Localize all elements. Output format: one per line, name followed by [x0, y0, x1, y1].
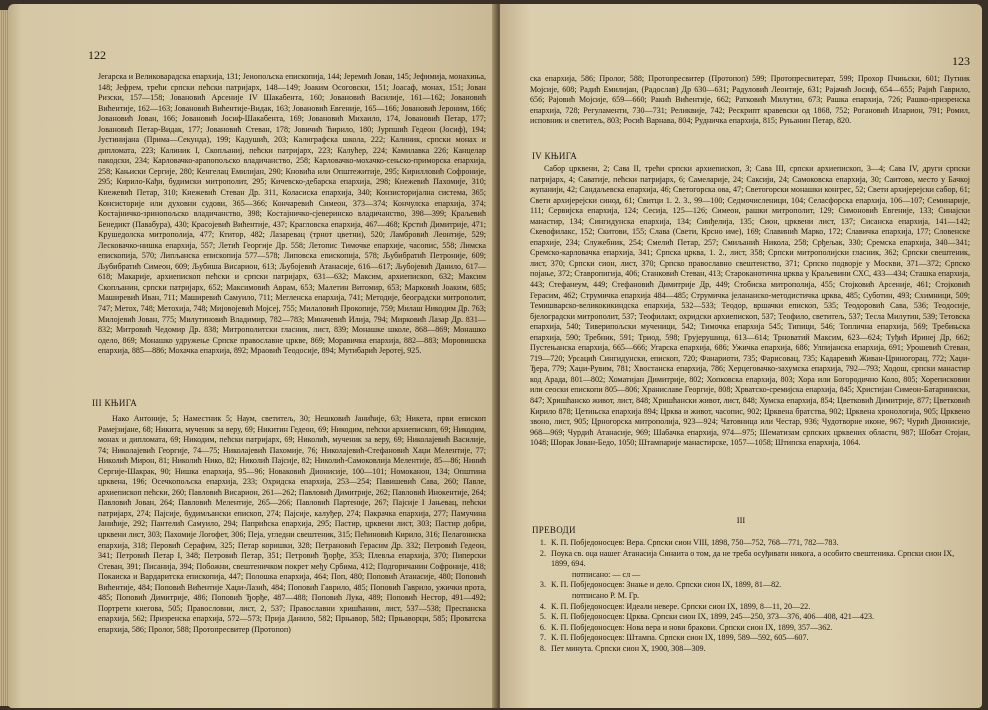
- right-page: [500, 4, 982, 708]
- section-heading: ПРЕВОДИ: [532, 525, 576, 535]
- list-item: 7. К. П. Побједоносцев: Штампа. Српски сион IX, 1899, 589—592, 605—607.: [539, 633, 809, 643]
- page-number: 123: [952, 54, 970, 68]
- list-item: 3. К. П. Побједоносцев: Знање и дело. Српски сион IX, 1899, 81—82. потписано Р. М. Гр.: [539, 580, 782, 600]
- list-item: 1. К. П. Побједоносцев: Вера. Српски сион VIII, 1898, 750—752, 768—771, 782—783.: [539, 538, 839, 547]
- page-number: 122: [88, 48, 106, 62]
- translations-list: [530, 538, 970, 655]
- list-item: 4. К. П. Побједоносцев: Идеали невере. Српски сион IX, 1899, 8—11, 20—22.: [539, 601, 811, 611]
- index-paragraph: Сабор црквени, 2; Сава II, трећи српски архиепископ, 3; Сава III, српски архиепископ, 3—4; Сава IV, други српски патријарх, 4; Саватије, пећски патријарх, 6; Самеларије, 24; Саксији, 24; Самоковска епархија, 30; Саитово, место у Бачкој жупанији, 42; Сандаљевска епархија, 46; Светогорска ова, 47; Светогорски монашки конгрес, 52; Свети архијерејски сабор, 61; Свети архијерејски синод, 61; Свитци 1. 2. 3., 99—100; Седмочисленици, 104; Селасфорска епархија, 106—107; Семинарије, 111; Сервијска епархија, 124; Сесија, 125—126; Симеон, рашки митрополит, 129; Симоновић Евгеније, 133; Синајски манастир, 134; Сингидунска епархија, 134; Синђелија, 135; Сион, црквени лист, 137; Сисанска епархија, 141—142; Скевофилакс, 152; Скитови, 155; Слава (Свети, Крсно име), 169; Славинић Марко, 172; Славичка епархија, 177; Словенске епархије, 234; Служебник, 254; Смелић Петар, 257; Смиљанић Никола, 258; Срђељак, 330; Сремска епархија, 340—341; Сремско-карловачка епархија, 341; Српска црква, 1. 2., лист, 358; Српски митрополијски гласник, 362; Српски свештеник, лист, 370; Српски сион, лист, 370; Српско православно свештенство, 371; Српско подворје у Москви, 371—372; Српско појање, 372; Ставропигија, 406; Станковић Стеван, 413; Староканотична црква у Краљевини СХС, 433—434; Сташка епархија, 443; Стефанеум, 449; Стефановић Димитрије Др, 449; Стобиска митрополија, 455; Стојковић Арсеније, 461; Стојковић Герасим, 462; Струмичка епархија 484—485; Струмичка јелананско-методистичка црква, 485; Суботин, 493; Схимници, 509; Темишварско-великокикиндска епархија, 532—533; Теодор, вршачки епископ, 535; Теодоровић Сава, 536; Теодосије, бјелоградски митрополит, 537; Теофилакт, охридски архиепископ, 537; Теофило, светитељ, 537; Тесла Милутин, 539; Тетовска епархија, 540; Тиверипољски мученици, 542; Тимочка епархија 545; Типици, 546; Топлична епархија, 569; Требињска епархија, 590; Требник, 591; Триод, 598; Грујерушица, 613—614; Трноватий Максим, 623—624; Туђић Иринеј Др, 662; Пустењанска епархија, 665—666; Угарска епархија, 686; Ужичка епархија, 686; Улпијанска епархија, 691; Урошевић Стеван, 719—720; Урсацић Сингидунски, епископ, 720; Фанариоти, 735; Фарисовац, 735; Кадаревић Живан-Цриногорац, 772; Хаџи-Ђера, 779; Хаџи-Рувим, 781; Хвостанска епархија, 786; Херцеговачко-захумска епархија, 792—793; Ходош, српски манастир код Арада, 801—802; Хоматијан Димитрије, 802; Хопковска епархија, 803; Хора или Богородично Коло, 805; Хореписковии или сеоски епископи 805—806; Храниславе Георгије, 808; Хрватско-сремијска епархија, 845; Христијан Симеон-Батариниски, 847; Хришћанско живот, лист, 848; Хришћански живот, лист, 848; Хумска епархија, 854; Цветковић Димитрије, 877; Цветковић Кирило 878; Цетињска епархија 894; Црква и живот, часопис, 902; Црквена братства, 902; Црквена хронологија, 905; Црквено звоно, лист, 905; Црногорска митрополија, 923—924; Чатовница или Честар, 936; Чудотворне иконе, 967; Чурић Дионисије, 968—969; Чурдић Атанасије, 969; Шабачка епархија, 974—975; Шематизам српских црквених областн, 987; Шобат Стојан, 1048; Шорак Јован-Бедо, 1050; Штампарије манастирске, 1057—1058; Штипска епархија, 1064.: [530, 164, 970, 448]
- list-item: 6. К. П. Побједоносцев: Нова вера и нови бракови. Српски сион IX, 1899, 357—362.: [539, 622, 833, 632]
- index-paragraph: Нако Антоније, 5; Наместник 5; Наум, светитељ, 30; Нешковић Јанићије, 63; Никета, први епископ Рамејзијане, 68; Никита, мученик за веру, 69; Никитин Гедеон, 69; Никодим, пећски архиепископ, 69; Никодим, монах и дипломата, 69; Никодим, пећски патријарх, 69; Николић, мученик за веру, 69; Николајевић Василије, 74; Николајевић Георгије, 74—75; Николајевић Пахомије, 76; Николајевић-Стефановић Хаџи Мелентије, 77; Николић Мирон, 81; Николић Нико, 82; Николић Пајсије, 82; Николић-Самоковлија Мелентије, 85—86; Нинић Сергије-Шакрак, 90; Нишка епархија, 95—96; Новаковић Дионисије, 100—101; Номоканон, 134; Општина црквена, 196; Осечкопољска епархија, 233; Охридска епархија, 253—254; Павишевић Сава, 260; Павле, архиепископ пећски, 260; Павловић Висарион, 261—262; Павловић Димитрије, 262; Павловић Инокентије, 264; Павловић Јован, 264; Павловић Мелентије, 265—266; Павловић Партеније, 267; Пајсије I Јањевац, пећски патријарх, 274; Пајсије, будимљански епископ, 274; Пајсије, калуђер, 274; Пакрачка епархија, 277; Памучина Јанићије, 292; Пантелић Самуило, 294; Паприћска епархија, 295; Пастир, црквени лист, 303; Пастир добри, црквени лист, 303; Пахомије Логофет, 306; Пеја, угледни свештеник, 315; Пећиновић Кирило, 316; Пелагониска епархија, 318; Перовић Серафим, 325; Петар коришки, 328; Петрановић Герасим Др. 332; Петровић Гедеон, 341; Петровић Петар I, 348; Петровић Петар, 351; Петровић Ђорђе, 353; Плевља епархија, 370; Пиперски Стеван, 391; Писанија, 394; Побожни, свештеничком покрет међу Србима, 412; Подгоричанин Софроније, 418; Покаиска и Вардаритска епископија, 447; Полошка епархија, 464; Поп, 480; Поповић Атанасије, 480; Поповић Вићентије, 484; Поповић Вићентије Хаџи-Лазић, 484; Поповић Гаврило, 485; Поповић Гаврило, ужички прота, 485; Поповић Димитрије, 486; Поповић Ђорђе, 487—488; Поповић Лука, 489; Поповић Нестор, 491—492; Портрети кнегова, 505; Правословни, лист, 2, 537; Православни хришћанин, лист, 537—538; Преспанска епархија, 562; Призренска епархија, 572—573; Прија Данило, 582; Прњавор, 582; Прњаворци, 585; Проватска епархија, 586; Пролог, 588; Протопресвитер (Протопоп): [98, 414, 486, 634]
- list-item: 8. Пет минута. Српски сион X, 1900, 308—309.: [539, 643, 706, 653]
- index-paragraph: Јегарска и Великоварадска епархија, 131; Јеиопољска епископија, 144; Јеремић Јован, 145; Јефимија, монахиња, 148; Јефрем, трећи српски пећски патријарх, 148—149; Јоаким Осоговски, 151; Јоасаф, монах, 151; Јован Ризски, 157—158; Јовановић Арсеније IV Шакабента, 160; Јовановић Василије, 161—162; Јовановић Вићентије, 162—163; Јовановић Вићентије-Видак, 163; Јовановић Евгеније, 165—166; Јовановић Јероним, 166; Јовановић Јован, 166; Јовановић Јосиф-Шакабента, 169; Јовановић Михаило, 174, Јовановић Петар, 177; Јовановић Петар-Видак, 177; Јовановић Стеван, 178; Јовичић Ћирило, 180; Јурпшић Гедеон (Јосиф), 194; Јустинијана (Прима—Секунда), 199; Кадушић, 203; Калиграфска школа, 222; Калиник, српски монах и дипломата, 223; Калиник I, Скопљаниј, пећски патријарх, 223; Калућер, 224; Камилавка 226; Канцелар пакодски, 234; Карловачко-арапопољско владичанство, 258; Карловачко-мохачко-сењско-приморска епархија, 258; Кањиски Сергије, 280; Кенгелац Емилијан, 290; Кновића или Општежитије, 295; Кирилловић Софроније, 295; Кирило-Кађи, будимски митрополит, 295; Кичевско-дебарска епархија, 298; Кнежевић Пахомије, 310; Кнежевић Петар, 310; Кнежевић Стеван Др. 311, Коласиска епархија, 340; Конзисторијална система, 365; Консисторије или духовни судови, 365—366; Кончаревић Симеон, 373—374; Кончулска епархија, 374; Костајничко-зринопољско владичанство, 398; Костајничко-сјеверинско владичанство, 398—399; Краљевић Бенедикт (Павабура), 430; Красојевић Вићентије, 437; Крагловска епархија, 467—468; Крстић Димитрије, 471; Крушедолска митрополија, 477; Ктитор, 482; Лазаревац (трнот цветни), 520; Ламбровић Леонтије, 529; Лесковачко-нишка епархија, 557; Летић Георгије Др. 558; Летопис Тимочке епархије, часопис, 558; Лимска епископија, 570; Липљанска епископија 577—578; Липовска епископија, 578; Љубибратић Петроније, 609; Љубибратић Симеон, 609; Љубиша Висарион, 613; Љубојевић Атанасије, 616—617; Љубојевић Данило, 617—618; Макарије, архиепископ пећски и српски патријарх, 631—632; Максим, архиепископ, 632; Максим Скопљанин, српски патријарх, 652; Максимовић Аврам, 653; Малетин Витомир, 653; Марковић Јоаким, 685; Маширевић Иван, 711; Маширевић Самуило, 711; Мегленска епархија, 741; Методије, београдски митрополит, 747; Метох, 748; Метохија, 748; Мијовојевић Мојсеј, 755; Милаловић Прокопије, 759; Милаш Никодим Др. 763; Милојевић Јован, 775; Милутиновић Владимир, 782—783; Миначевић Илија, 794; Мирковић Лазар Др. 831—832; Митровић Чедомир Др. 838; Митрополитски гласник, лист, 839; Монашке школе, 868—869; Монашко оделo, 869; Монашко удружење Српске православне цркве, 869; Моравичка епархија, 882—883; Моровишска епархија, 885—886; Мохачка епархија, 892; Мраовић Теодосије, 894; Мутибарић Јеротеј, 925.: [98, 72, 486, 356]
- section-heading: IV КЊИГА: [532, 151, 578, 161]
- section-heading: III КЊИГА: [92, 398, 138, 408]
- index-paragraph: ска епархија, 586; Пролог, 588; Протопресвитер (Протопоп) 599; Протопресвитерат, 599; Прохор Пчињски, 601; Путник Мојсије, 608; Радић Емилијан, (Радослав) Др 630—631; Радуловић Леонтије, 631; Рајачић Јосиф, 654—655; Рајић Гаврило, 656; Рајовић Мојсије, 659—660; Ракић Вићентије, 662; Ратковић Милутин, 673; Рашка епархија, 726; Рашко-призренска епархија, 728; Регуламенти, 730—731; Реликвије, 742; Рескрипт кравевски од 1868, 752; Рогановић Иларион, 791; Ромил, исповник и светитељ, 803; Росић Варнава, 804; Рудничка епархија, 815; Руњанин Петар, 820.: [530, 74, 970, 126]
- roman-numeral: III: [736, 515, 746, 525]
- list-item: 2. Поука св. оца нашег Атанасија Синаита о том, да не треба осуђивати никога, а особито свештеника. Српски сион IX, 1899, 694. потписано: — сл —: [539, 548, 955, 579]
- list-item: 5. К. П. Побједоносцев: Црква. Српски сион IX, 1899, 245—250, 373—376, 406—408, 421—423.: [539, 612, 875, 622]
- left-page: [8, 4, 496, 708]
